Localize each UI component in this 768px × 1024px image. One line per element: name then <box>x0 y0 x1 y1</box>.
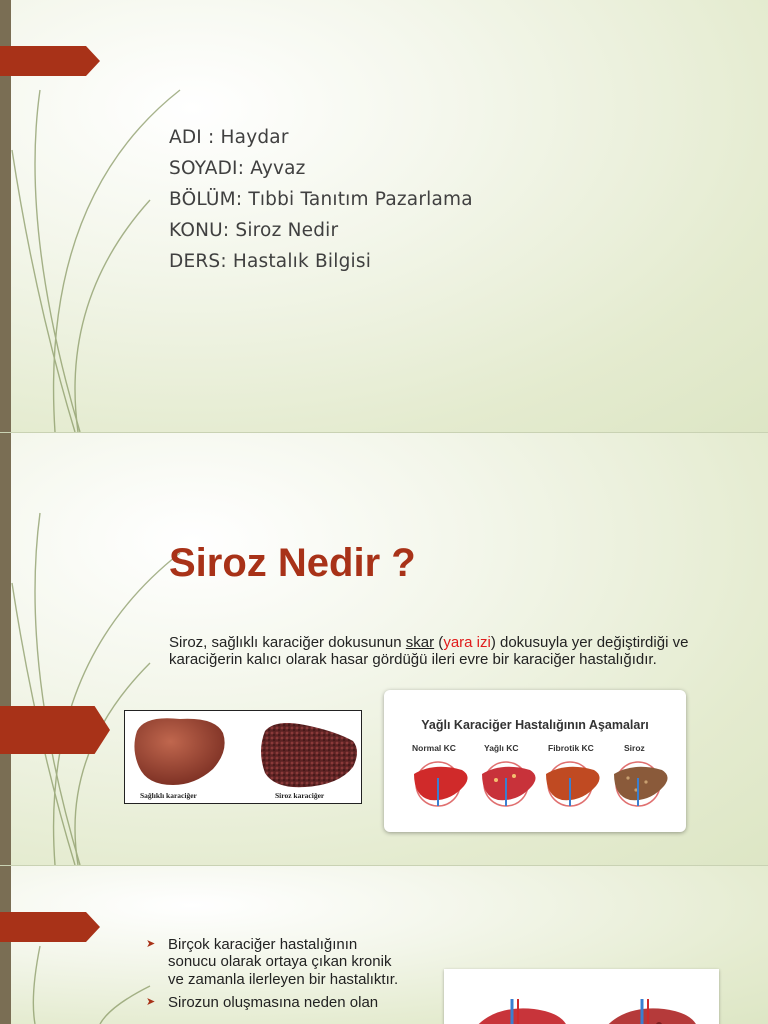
accent-arrow <box>0 912 100 942</box>
para-text: ) dokusuyla yer değiştirdiği ve karaciğerin kalıcı olarak hasar gördüğü ileri evre bir karaciğer hastalığıdır. <box>169 634 689 669</box>
liver-stages-illustration <box>384 690 686 832</box>
slide-1 <box>0 0 768 432</box>
liver-comparison-image <box>124 710 362 804</box>
para-highlight: yara izi <box>443 634 491 651</box>
definition-paragraph <box>169 634 729 669</box>
arrow-bullet-icon: ➤ <box>146 995 156 1008</box>
info-course: DERS: Hastalık Bilgisi <box>169 251 372 272</box>
stage-label-cirrhosis: Siroz <box>624 743 645 753</box>
caption-cirrhosis: Siroz karaciğer <box>275 791 325 800</box>
liver-fibrotic <box>546 762 600 806</box>
slide-2 <box>0 433 768 865</box>
list-item <box>146 936 406 988</box>
stage-label-fibrotic: Fibrotik KC <box>548 743 594 753</box>
liver-normal <box>414 762 468 806</box>
accent-arrow <box>0 706 110 754</box>
side-bar <box>0 866 11 1024</box>
liver-diagram-illustration <box>444 969 719 1024</box>
info-surname: SOYADI: Ayvaz <box>169 158 306 179</box>
bullet-text: Sirozun oluşmasına neden olan <box>168 993 379 1011</box>
arrow-bullet-icon: ➤ <box>146 938 156 950</box>
para-text: ( <box>434 634 444 651</box>
slide-title: Siroz Nedir ? <box>169 541 416 585</box>
liver-cirrhosis <box>614 762 668 806</box>
caption-healthy: Sağlıklı karaciğer <box>140 791 197 800</box>
liver-stages-image <box>384 690 686 832</box>
accent-arrow <box>0 46 100 76</box>
liver-photo-illustration <box>125 711 361 803</box>
list-item <box>146 994 406 1011</box>
slide-3 <box>0 866 768 1024</box>
stage-label-fatty: Yağlı KC <box>484 743 519 753</box>
liver-diagram-image <box>444 969 719 1024</box>
student-info <box>169 122 473 277</box>
para-underlined: skar <box>405 634 435 651</box>
info-department: BÖLÜM: Tıbbi Tanıtım Pazarlama <box>169 189 473 210</box>
liver-fatty <box>482 762 536 806</box>
para-text: Siroz, sağlıklı karaciğer dokusunun <box>169 634 406 651</box>
side-bar <box>0 433 11 865</box>
stages-heading: Yağlı Karaciğer Hastalığının Aşamaları <box>421 718 649 732</box>
bullet-list <box>146 936 406 1017</box>
bullet-text: Birçok karaciğer hastalığının sonucu olarak ortaya çıkan kronik ve zamanla ilerleyen bir hastalıktır. <box>168 936 399 988</box>
info-name: ADI : Haydar <box>169 127 289 148</box>
info-topic: KONU: Siroz Nedir <box>169 220 339 241</box>
stage-label-normal: Normal KC <box>412 743 456 753</box>
